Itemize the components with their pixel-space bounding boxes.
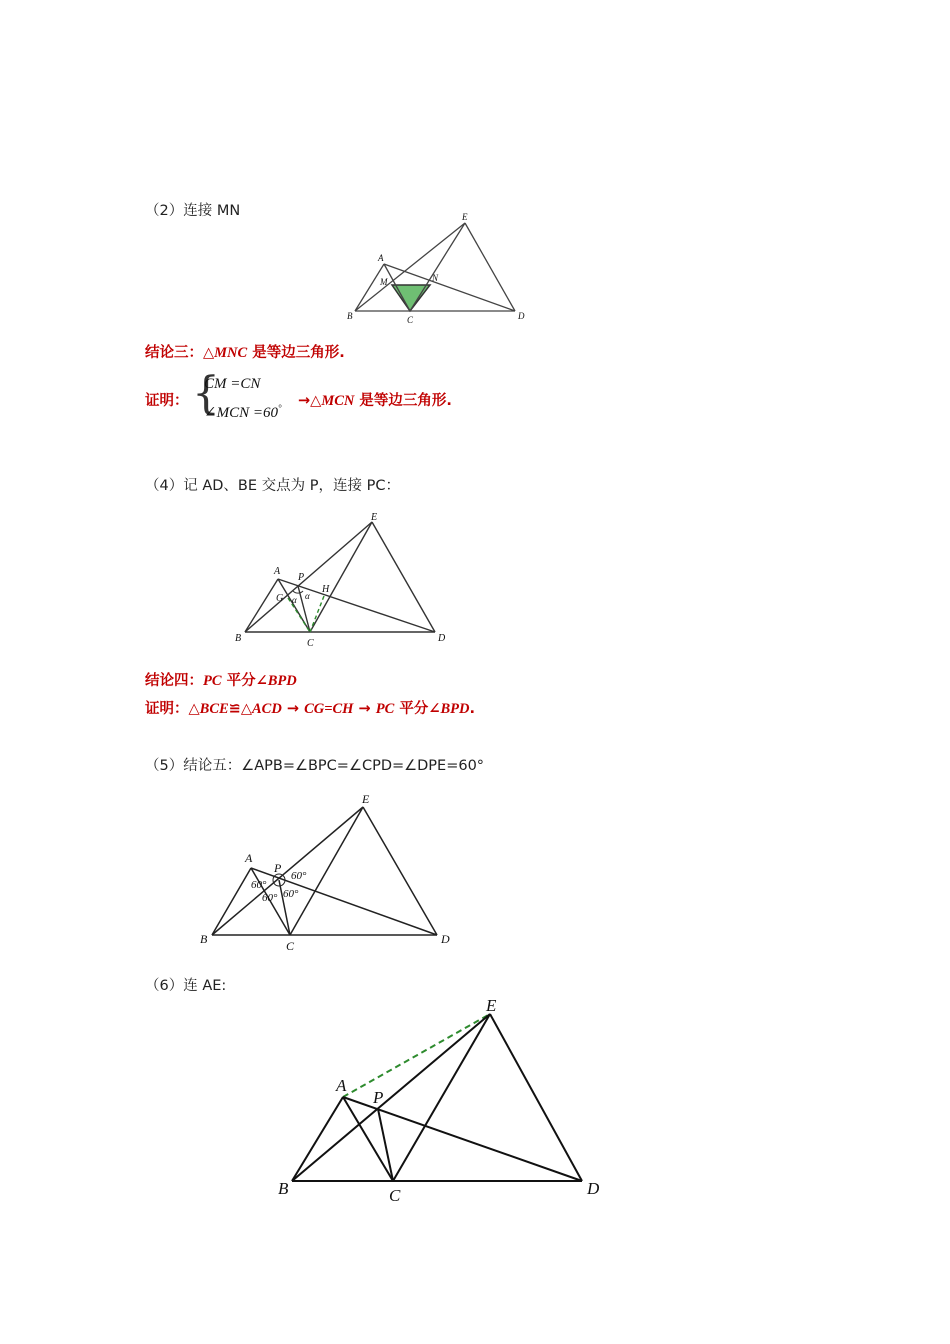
fig5-angle-3: 60°: [262, 892, 278, 904]
fig4-label-alpha-2: α: [305, 591, 310, 601]
proof-3-line2: [204, 403, 282, 422]
fig2-label-B: B: [347, 311, 353, 321]
proof-4-congruent: ≌: [228, 701, 241, 717]
proof-4-period: .: [469, 701, 475, 717]
fig4-label-B: B: [235, 633, 242, 644]
fig4-label-D: D: [438, 633, 446, 644]
fig5-label-B: B: [200, 932, 208, 946]
fig2-label-C: C: [407, 315, 414, 325]
fig5-angle-4: 60°: [283, 888, 299, 900]
proof-3-triangle-name: MCN: [321, 393, 355, 409]
proof-3-line2-text: ∠MCN =60: [204, 405, 278, 421]
proof-4-arrow-1: →: [286, 701, 300, 717]
proof-3-arrow: →: [298, 393, 311, 409]
fig6-label-C: C: [389, 1186, 401, 1205]
proof-4-pc: PC: [375, 701, 395, 717]
fig4-label-alpha-1: α: [292, 595, 297, 605]
proof-3-result: [298, 389, 452, 410]
proof-4: [145, 697, 475, 718]
figure-2: [340, 208, 540, 328]
fig2-label-A: A: [378, 253, 384, 263]
proof-3-brace: {: [192, 368, 220, 419]
fig6-label-A: A: [336, 1076, 347, 1095]
fig5-label-C: C: [286, 939, 295, 953]
fig5-label-A: A: [245, 851, 253, 865]
fig4-label-A: A: [274, 566, 281, 577]
fig2-label-E: E: [462, 212, 468, 222]
conclusion-4-prefix: 结论四：: [145, 673, 203, 689]
conclusion-4-bisects: 平分: [226, 673, 256, 689]
fig4-label-C: C: [307, 638, 314, 649]
fig4-label-P: P: [298, 572, 305, 583]
conclusion-4: [145, 669, 297, 690]
conclusion-3-prefix: 结论三：: [145, 345, 203, 361]
fig5-angle-1: 60°: [251, 879, 267, 891]
fig6-label-E: E: [486, 996, 497, 1015]
fig2-label-M: M: [380, 277, 388, 287]
conclusion-3-text: 是等边三角形.: [252, 345, 345, 361]
proof-3-prefix: 证明：: [145, 393, 189, 409]
conclusion-3-triangle-name: MNC: [214, 345, 248, 361]
fig6-label-D: D: [587, 1179, 600, 1198]
fig4-label-G: G: [276, 593, 284, 604]
proof-4-equality: CG=CH: [304, 701, 354, 717]
section-4-label: （4）记 AD、BE 交点为 P，连接 PC：: [145, 478, 400, 494]
proof-4-bisects: 平分: [399, 701, 429, 717]
proof-3-text: 是等边三角形.: [359, 393, 452, 409]
proof-4-triangle-acd: △ACD: [240, 701, 282, 717]
conclusion-3: [145, 341, 345, 362]
proof-4-arrow-2: →: [358, 701, 371, 717]
fig5-label-E: E: [362, 792, 370, 806]
fig6-label-B: B: [278, 1179, 289, 1198]
proof-4-angle: ∠BPD: [428, 701, 470, 717]
proof-3-degree: °: [277, 403, 282, 413]
conclusion-4-pc: PC: [203, 673, 222, 689]
fig4-label-H: H: [322, 584, 330, 595]
section-2-label: （2）连接 MN: [145, 203, 241, 219]
fig2-label-D: D: [518, 311, 525, 321]
fig6-dashed-ae: [343, 1014, 490, 1097]
fig2-label-N: N: [432, 273, 439, 283]
fig5-label-D: D: [441, 932, 450, 946]
fig4-label-E: E: [371, 512, 378, 523]
proof-3-triangle-symbol: △: [310, 393, 322, 409]
fig5-label-P: P: [274, 861, 282, 875]
figure-4: [230, 508, 460, 650]
figure-6: [270, 995, 615, 1205]
fig5-angle-2: 60°: [291, 870, 307, 882]
conclusion-4-angle: ∠BPD: [255, 673, 297, 689]
proof-3-line1: CM =CN: [204, 376, 261, 392]
section-5-label: （5）结论五：∠APB=∠BPC=∠CPD=∠DPE=60°: [145, 758, 485, 774]
section-6-label: （6）连 AE:: [145, 978, 227, 994]
proof-4-triangle-bce: △BCE: [188, 701, 229, 717]
proof-4-prefix: 证明：: [145, 701, 189, 717]
fig6-label-P: P: [373, 1088, 384, 1107]
conclusion-3-triangle-symbol: △: [203, 345, 215, 361]
figure-5: [195, 785, 460, 955]
